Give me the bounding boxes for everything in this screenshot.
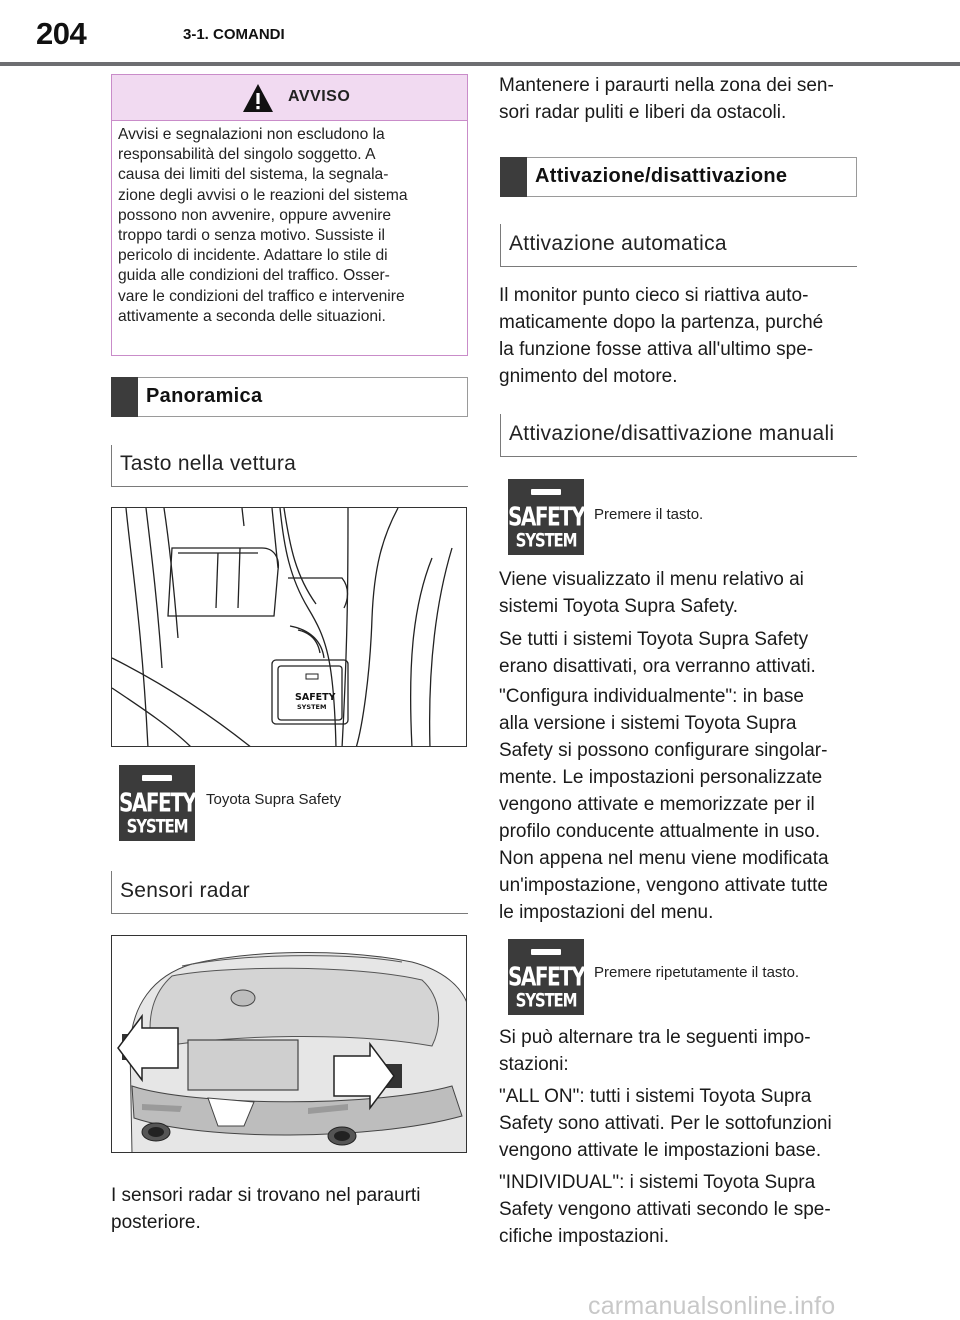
subsection-radar-sensors (111, 871, 468, 914)
subsection-title: Attivazione/disattivazione manuali (509, 422, 835, 445)
console-system-label: SYSTEM (297, 703, 327, 711)
subsection-title: Tasto nella vettura (120, 452, 297, 475)
subsection-title: Sensori radar (120, 879, 250, 902)
section-title: Panoramica (146, 385, 263, 407)
console-safety-label: SAFETY (295, 692, 336, 703)
warning-title: AVVISO (288, 88, 351, 105)
menu-shown-text: Viene visualizzato il menu relativo ai sistemi Toyota Supra Safety. (499, 569, 804, 617)
press-repeat-instruction: Premere ripetutamente il tasto. (594, 964, 800, 981)
button-label-system: SYSTEM (515, 529, 577, 552)
alternate-settings-text: Si può alternare tra le seguenti impo- stazioni: (499, 1027, 811, 1075)
console-figure (111, 507, 467, 747)
console-illustration (112, 508, 467, 747)
section-marker (500, 157, 527, 197)
header-rule (0, 62, 960, 66)
rear-bumper-figure (111, 935, 467, 1153)
chapter-label: 3-1. COMANDI (183, 26, 285, 43)
warning-box (111, 74, 468, 356)
intro-paragraph: Mantenere i paraurti nella zona dei sen- sori radar puliti e liberi da ostacoli. (499, 75, 834, 123)
subsection-auto-activation (500, 224, 857, 267)
warning-triangle-icon (242, 83, 274, 113)
rear-car-illustration (112, 936, 467, 1153)
button-label-system: SYSTEM (515, 989, 577, 1012)
individual-text: "INDIVIDUAL": i sistemi Toyota Supra Safety vengono attivati secondo le spe- cifiche impostazioni. (499, 1172, 831, 1247)
safety-system-button-icon (508, 939, 584, 1015)
button-label-safety: SAFETY (119, 787, 196, 819)
press-once-instruction: Premere il tasto. (594, 506, 704, 523)
warning-text: Avvisi e segnalazioni non escludono la responsabilità del singolo soggetto. A causa dei limiti del sistema, la segnala- zione degli avvisi o le reazioni del sistema possono non avvenire, oppure avvenire troppo tardi o senza motivo. Sussiste il pericolo di incidente. Adattare lo stile di guida alle condizioni del traffico. Osser- vare le condizioni del traffico e intervenire attivamente a seconda delle situazioni. (118, 126, 408, 325)
button-label-system: SYSTEM (126, 815, 188, 838)
button-label-safety: SAFETY (508, 501, 585, 533)
section-title: Attivazione/disattivazione (535, 165, 788, 187)
watermark: carmanualsonline.info (588, 1292, 836, 1320)
button-indicator-bar (531, 489, 561, 495)
auto-activation-text: Il monitor punto cieco si riattiva auto- maticamente dopo la partenza, purché la funzione fosse attiva all'ultimo spe- gnimento del motore. (499, 285, 824, 387)
subsection-button-in-car (111, 445, 468, 487)
button-indicator-bar (531, 949, 561, 955)
radar-location-text: I sensori radar si trovano nel paraurti posteriore. (111, 1185, 421, 1233)
safety-system-button-icon (119, 765, 195, 841)
section-overview (111, 377, 468, 417)
page-number: 204 (36, 16, 87, 51)
button-indicator-bar (142, 775, 172, 781)
all-on-text: "ALL ON": tutti i sistemi Toyota Supra Safety sono attivati. Per le sottofunzioni vengono attivate le impostazioni base. (499, 1086, 832, 1161)
all-activated-text: Se tutti i sistemi Toyota Supra Safety erano disattivati, ora verranno attivati. (499, 629, 816, 677)
section-marker (111, 377, 138, 417)
safety-system-button-icon (508, 479, 584, 555)
configure-individually-text: "Configura individualmente": in base alla versione i sistemi Toyota Supra Safety si possono configurare singolar- mente. Le impostazioni personalizzate vengono attivate e memorizzate per il profilo conducente attualmente in uso. Non appena nel menu viene modificata un'impostazione, vengono attivate tutte le impostazioni del menu. (499, 686, 829, 923)
subsection-manual-activation (500, 414, 857, 457)
subsection-title: Attivazione automatica (509, 232, 727, 255)
button-caption: Toyota Supra Safety (206, 791, 342, 808)
warning-header (112, 75, 467, 121)
section-activation (500, 157, 857, 197)
button-label-safety: SAFETY (508, 961, 585, 993)
